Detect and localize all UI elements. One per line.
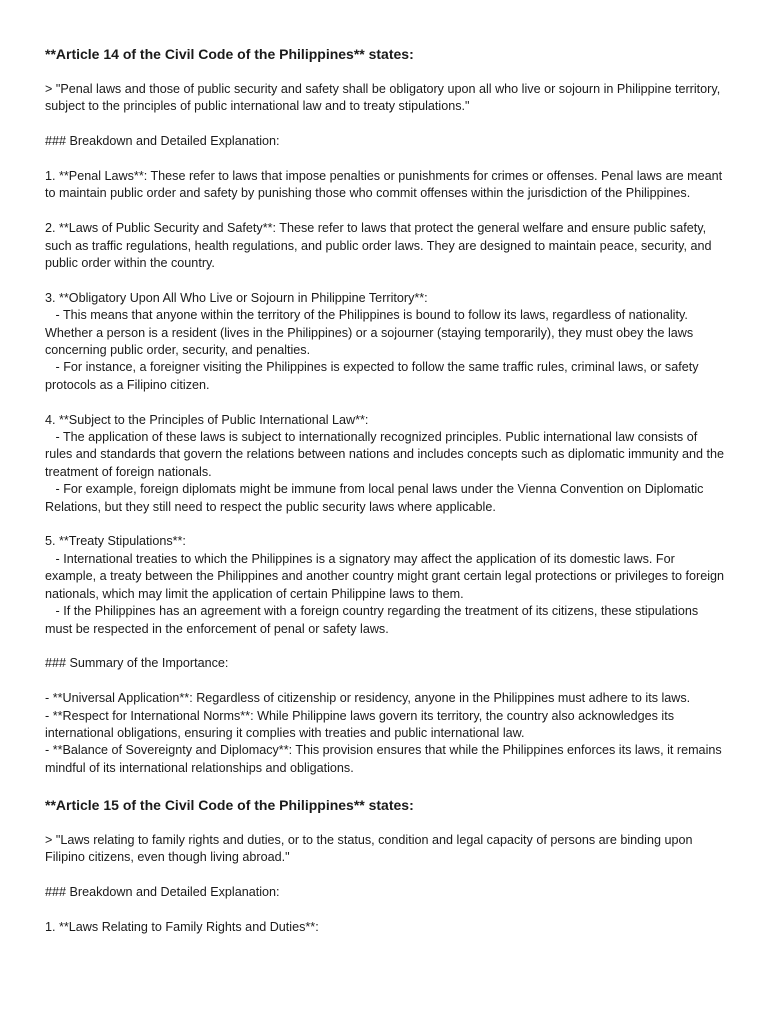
article-14-item-4-sub-1: - The application of these laws is subject to internationally recognized principles. Public international law consists of rules and standards that govern the relations between nations and includes concepts such as diplomatic immunity and the treatment of foreign nationals. [45,430,728,479]
summary-item-universal-application: - **Universal Application**: Regardless of citizenship or residency, anyone in the Philippines must adhere to its laws. [45,691,691,706]
article-14-item-5-sub-2: - If the Philippines has an agreement with a foreign country regarding the treatment of its citizens, these stipulations must be respected in the enforcement of penal or safety laws. [45,604,702,636]
article-14-item-4-sub-2: - For example, foreign diplomats might be immune from local penal laws under the Vienna Convention on Diplomatic Relations, but they still need to respect the public security laws where applicable. [45,482,707,514]
article-14-item-4 [45,412,728,516]
article-14-item-3-title: 3. **Obligatory Upon All Who Live or Sojourn in Philippine Territory**: [45,290,428,305]
article-14-quote: > "Penal laws and those of public security and safety shall be obligatory upon all who live or sojourn in Philippine territory, subject to the principles of public international law and to treaty stipulations." [45,82,721,114]
article-14-summary-heading: ### Summary of the Importance: [45,656,229,671]
article-14-item-3 [45,290,725,394]
article-14-item-3-sub-1: - This means that anyone within the territory of the Philippines is bound to follow its laws, regardless of nationality. Whether a person is a resident (lives in the Philippines) or a sojourner (staying temporarily), they must obey the laws concerning public order, security, and penalties. [45,308,697,358]
article-15-breakdown-heading: ### Breakdown and Detailed Explanation: [45,884,280,899]
article-15-quote: > "Laws relating to family rights and duties, or to the status, condition and legal capacity of persons are binding upon Filipino citizens, even though living abroad." [45,832,693,864]
article-14-summary-list [45,690,725,777]
article-14-breakdown-heading: ### Breakdown and Detailed Explanation: [45,134,280,149]
article-14-item-5-sub-1: - International treaties to which the Philippines is a signatory may affect the application of its domestic laws. For example, a treaty between the Philippines and another country might grant certain legal protections or privileges to foreign nationals, which may limit the application of certain Philippine laws to them. [45,551,728,601]
summary-item-sovereignty-diplomacy: - **Balance of Sovereignty and Diplomacy**: This provision ensures that while the Philippines enforces its laws, it remains mindful of its international relationships and obligations. [45,743,722,775]
article-14-item-5-title: 5. **Treaty Stipulations**: [45,534,186,549]
article-14-heading: **Article 14 of the Civil Code of the Philippines** states: [45,46,414,62]
summary-item-international-norms: - **Respect for International Norms**: While Philippine laws govern its territory, the country also acknowledges its international obligations, ensuring it complies with treaties and public international law. [45,708,675,740]
article-15-item-1: 1. **Laws Relating to Family Rights and Duties**: [45,919,319,934]
document-page [45,44,728,953]
article-15-heading: **Article 15 of the Civil Code of the Philippines** states: [45,796,414,813]
article-14-item-3-sub-2: - For instance, a foreigner visiting the Philippines is expected to follow the same traffic rules, criminal laws, or safety protocols as a Filipino citizen. [45,360,703,392]
article-14-item-4-title: 4. **Subject to the Principles of Public International Law**: [45,412,369,427]
article-14-item-2: 2. **Laws of Public Security and Safety**: These refer to laws that protect the general welfare and ensure public safety, such as traffic regulations, health regulations, and public order laws. They are designed to maintain peace, security, and public order within the country. [45,221,712,271]
article-14-item-5 [45,533,728,637]
article-14-item-1: 1. **Penal Laws**: These refer to laws that impose penalties or punishments for crimes or offenses. Penal laws are meant to maintain public order and safety by punishing those who commit offenses within the jurisdiction of the Philippines. [45,169,723,201]
